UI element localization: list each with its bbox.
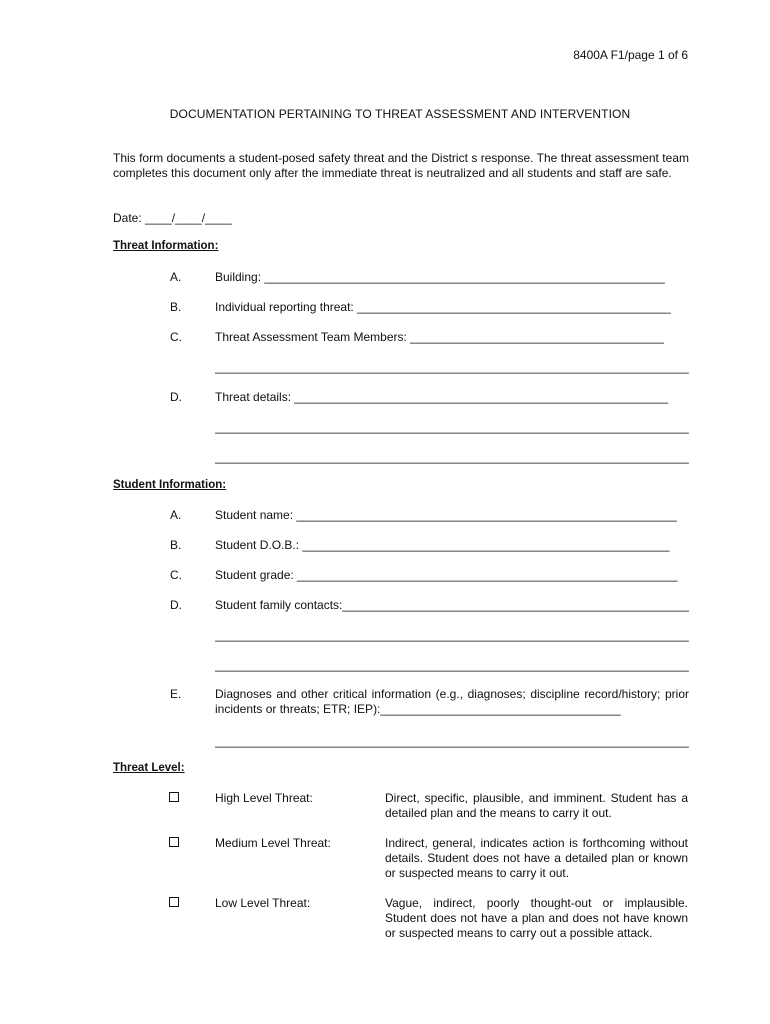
team-members-blank-line: _______________________________________________________________________ [215, 360, 689, 374]
family-contacts-blank-line: _______________________________________________________________________ [215, 628, 689, 642]
high-level-description: Direct, specific, plausible, and imminent. Student has a detailed plan and the means to carry it out. [385, 791, 688, 820]
diagnoses-field: Diagnoses and other critical information (e.g., diagnoses; discipline record/history; prior incidents or threats; ETR; IEP):____________________________________ [215, 687, 689, 716]
high-level-checkbox[interactable] [169, 792, 179, 802]
page-number: 8400A F1/page 1 of 6 [573, 48, 688, 62]
high-level-label: High Level Threat: [215, 791, 313, 805]
medium-level-label: Medium Level Threat: [215, 836, 331, 850]
date-field: Date: ____/____/____ [113, 211, 232, 225]
family-contacts-blank-line: _______________________________________________________________________ [215, 658, 689, 672]
low-level-label: Low Level Threat: [215, 896, 311, 910]
threat-level-heading: Threat Level: [113, 762, 185, 774]
item-letter: B. [170, 300, 182, 314]
item-letter: C. [170, 330, 182, 344]
diagnoses-blank-line: _______________________________________________________________________ [215, 734, 689, 748]
medium-level-description: Indirect, general, indicates action is forthcoming without details. Student does not have a detailed plan or known or suspected means to carry it out. [385, 836, 688, 880]
student-name-field: Student name: _________________________________________________________ [215, 508, 677, 522]
family-contacts-field: Student family contacts:____________________________________________________ [215, 598, 689, 612]
low-level-checkbox[interactable] [169, 897, 179, 907]
item-letter: C. [170, 568, 182, 582]
threat-details-blank-line: _______________________________________________________________________ [215, 420, 689, 434]
item-letter: B. [170, 538, 182, 552]
item-letter: E. [170, 687, 182, 701]
item-letter: D. [170, 390, 182, 404]
low-level-description: Vague, indirect, poorly thought-out or implausible. Student does not have a plan and does not have known or suspected means to carry out a possible attack. [385, 896, 688, 940]
intro-paragraph: This form documents a student-posed safety threat and the District s response. The threat assessment team completes this document only after the immediate threat is neutralized and all students and staff are safe. [113, 151, 689, 180]
threat-details-blank-line: _______________________________________________________________________ [215, 450, 689, 464]
team-members-field: Threat Assessment Team Members: ______________________________________ [215, 330, 664, 344]
student-grade-field: Student grade: _________________________________________________________ [215, 568, 678, 582]
item-letter: A. [170, 270, 182, 284]
item-letter: A. [170, 508, 182, 522]
student-dob-field: Student D.O.B.: _______________________________________________________ [215, 538, 670, 552]
student-information-heading: Student Information: [113, 479, 227, 491]
reporter-field: Individual reporting threat: _______________________________________________ [215, 300, 671, 314]
document-title: DOCUMENTATION PERTAINING TO THREAT ASSESSMENT AND INTERVENTION [169, 107, 631, 121]
medium-level-checkbox[interactable] [169, 837, 179, 847]
threat-details-field: Threat details: ________________________________________________________ [215, 390, 669, 404]
building-field: Building: ____________________________________________________________ [215, 270, 665, 284]
threat-information-heading: Threat Information: [113, 240, 219, 252]
item-letter: D. [170, 598, 182, 612]
